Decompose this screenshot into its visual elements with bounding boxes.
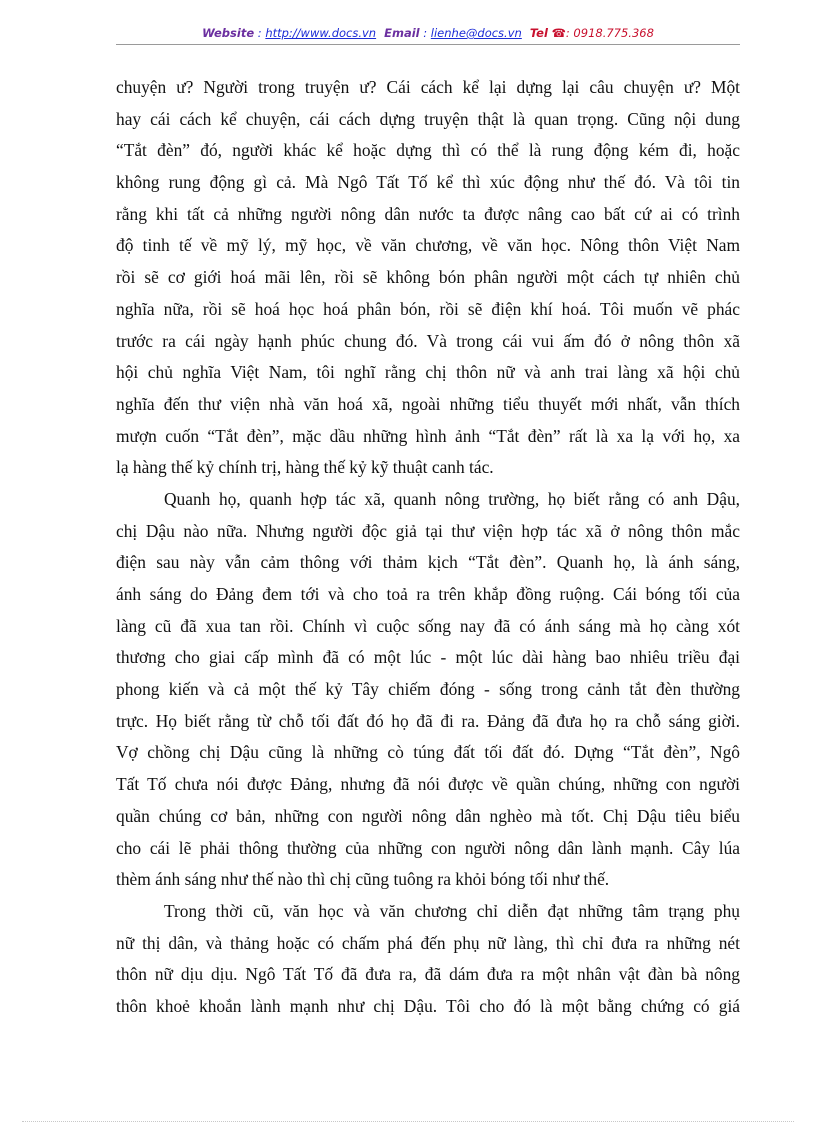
text-line: mượn cuốn “Tắt đèn”, mặc dầu những hình ảnh “Tắt đèn” rất là xa lạ với họ, xa bbox=[116, 425, 740, 446]
text-line: thôn khoẻ khoắn lành mạnh như chị Dậu. Tôi cho đó là một bằng chứng có giá bbox=[116, 995, 740, 1016]
paragraph-2 bbox=[116, 484, 740, 896]
text-line: Tất Tố chưa nói được Đảng, nhưng đã nói được về quần chúng, những con người bbox=[116, 774, 740, 795]
text-line: không rung động gì cả. Mà Ngô Tất Tố kể thì xúc động như thế đó. Và tôi tin bbox=[116, 172, 740, 193]
text-line: thèm ánh sáng như thế nào thì chị cũng tuông ra khỏi bóng tối như thế. bbox=[116, 869, 610, 890]
text-line: cho cái lẽ phải thông thường của những con người nông dân lành mạnh. Cây lúa bbox=[116, 837, 740, 858]
website-label: Website bbox=[202, 26, 255, 40]
email-label: Email bbox=[384, 26, 420, 40]
text-line: nữ thị dân, và thảng hoặc có chấm phá đến phụ nữ làng, thì chỉ đưa ra những nét bbox=[116, 932, 740, 953]
text-line: thôn nữ dịu dịu. Ngô Tất Tố đã đưa ra, đã dám đưa ra một nhân vật đàn bà nông bbox=[116, 964, 740, 985]
text-line: ánh sáng do Đảng đem tới và cho toả ra trên khắp đồng ruộng. Cái bóng tối của bbox=[116, 584, 740, 604]
text-line: nghĩa nữa, rồi sẽ hoá học hoá phân bón, rồi sẽ điện khí hoá. Tôi muốn vẽ phác bbox=[116, 298, 740, 319]
website-separator: : bbox=[254, 26, 266, 40]
text-line: điện sau này vẫn cảm thông với thảm kịch “Tắt đèn”. Quanh họ, là ánh sáng, bbox=[116, 552, 740, 573]
website-link[interactable]: http://www.docs.vn bbox=[265, 26, 377, 40]
paragraph-3 bbox=[116, 896, 740, 1023]
text-line: chuyện ư? Người trong truyện ư? Cái cách kể lại dựng lại câu chuyện ư? Một bbox=[116, 77, 740, 97]
footer-divider bbox=[22, 1121, 794, 1122]
text-line: hay cái cách kể chuyện, cái cách dựng truyện thật là quan trọng. Cũng nội dung bbox=[116, 108, 740, 129]
text-line: Vợ chồng chị Dậu cũng là những cò túng đất tối đất đó. Dựng “Tắt đèn”, Ngô bbox=[116, 742, 740, 763]
text-line: nghĩa đến thư viện nhà văn hoá xã, ngoài những tiểu thuyết mới nhất, vẫn thích bbox=[116, 393, 740, 414]
text-line: phong kiến và cả một thế kỷ Tây chiếm đóng - sống trong cảnh tắt đèn thường bbox=[116, 679, 740, 700]
text-line: Quanh họ, quanh hợp tác xã, quanh nông trường, họ biết rằng có anh Dậu, bbox=[164, 488, 740, 509]
text-line: độ tinh tế về mỹ lý, mỹ học, về văn chương, về văn học. Nông thôn Việt Nam bbox=[116, 235, 740, 256]
document-body bbox=[116, 72, 740, 1023]
paragraph-1 bbox=[116, 72, 740, 484]
phone-icon: ☎ bbox=[551, 26, 566, 40]
text-line: trực. Họ biết rằng từ chỗ tối đất đó họ đã đi ra. Đảng đã đưa họ ra chỗ sáng giời. bbox=[116, 710, 740, 731]
text-line: làng cũ đã xua tan rồi. Chính vì cuộc sống nay đã có ánh sáng mà họ càng xót bbox=[116, 615, 740, 636]
text-line: quần chúng cơ bản, những con người nông dân nghèo mà tốt. Chị Dậu tiêu biểu bbox=[116, 805, 740, 826]
text-line: Trong thời cũ, văn học và văn chương chỉ diễn đạt những tâm trạng phụ bbox=[164, 900, 740, 921]
tel-value: : 0918.775.368 bbox=[565, 26, 654, 40]
tel-label: Tel bbox=[529, 26, 548, 40]
text-line: trước ra cái ngày hạnh phúc chung đó. Và trong cái vui ấm đó ở nông thôn xã bbox=[116, 330, 740, 351]
text-line: chị Dậu nào nữa. Nhưng người độc giả tại thư viện hợp tác xã ở nông thôn mắc bbox=[116, 520, 740, 541]
page-header bbox=[116, 24, 740, 44]
header-divider bbox=[116, 44, 740, 45]
text-line: lạ hàng thế kỷ chính trị, hàng thế kỷ kỹ thuật canh tác. bbox=[116, 457, 494, 478]
email-separator: : bbox=[419, 26, 431, 40]
text-line: rằng khi tất cả những người nông dân nước ta được nâng cao bất cứ ai có trình bbox=[116, 203, 740, 224]
email-link[interactable]: lienhe@docs.vn bbox=[430, 26, 522, 40]
text-line: “Tắt đèn” đó, người khác kể hoặc dựng thì có thể là rung động kém đi, hoặc bbox=[116, 140, 740, 161]
text-line: hội chủ nghĩa Việt Nam, tôi nghĩ rằng chị thôn nữ và anh trai làng xã hội chủ bbox=[116, 362, 740, 383]
text-line: thương cho giai cấp mình đã có một lúc - một lúc dài hàng bao nhiêu triều đại bbox=[116, 647, 740, 668]
text-line: rồi sẽ cơ giới hoá mãi lên, rồi sẽ không bón phân người một cách tự nhiên chủ bbox=[116, 267, 740, 288]
